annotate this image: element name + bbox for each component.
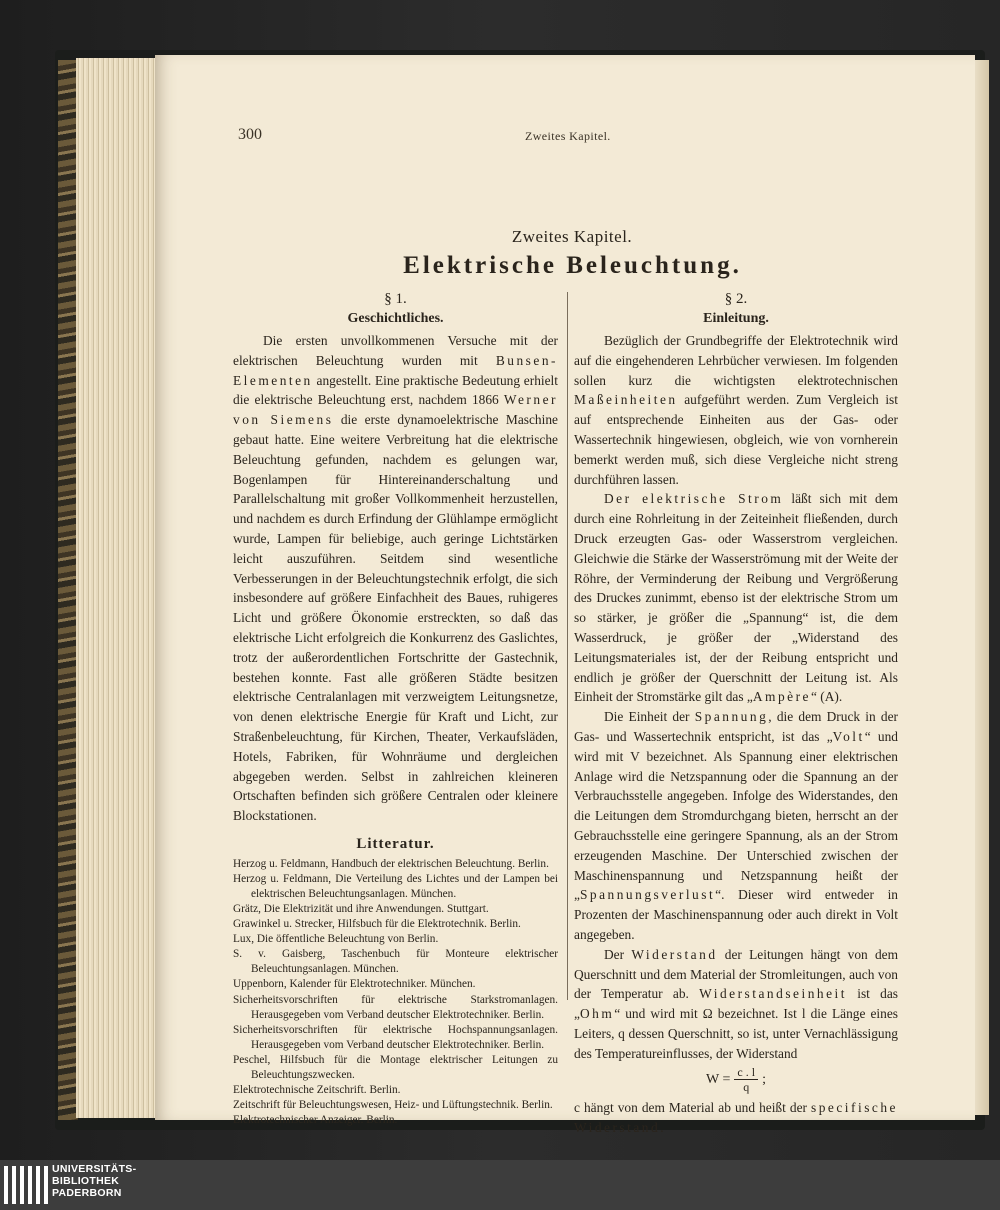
paragraph xyxy=(574,489,898,707)
text-run: “ und wird mit V bezeichnet. Als Spannung einer elektrischen Anlage wird die Netzspannung oder die Spannung an der Verbrauchsstelle angegeben. Infolge des Widerstandes, den die Leitungen dem Stromdurchgang bieten, herrscht an der Gebrauchsstelle eine geringere Spannung, als an der Strom erzeugenden Maschine. Der Unterschied zwischen der Maschinenspannung und Netzspannung heißt der „ xyxy=(574,728,898,903)
emphasis: Widerstandseinheit xyxy=(699,986,847,1002)
literature-entry: Sicherheitsvorschriften für elektrische Hochspannungsanlagen. Herausgegeben vom Verband deutscher Elektrotechniker. Berlin. xyxy=(233,1023,558,1051)
denominator: q xyxy=(743,1080,750,1095)
literature-list xyxy=(233,857,558,1129)
emphasis: Maßeinheiten xyxy=(574,392,678,408)
marbled-edge xyxy=(58,60,78,1120)
library-logo-icon xyxy=(4,1166,48,1204)
text-run: Die Einheit der xyxy=(604,709,695,725)
paragraph xyxy=(233,331,558,826)
literature-entry: Zeitschrift für Beleuchtungswesen, Heiz- und Lüftungstechnik. Berlin. xyxy=(233,1099,553,1112)
emphasis: Der elektrische Strom xyxy=(604,491,784,507)
formula-lhs: W = xyxy=(706,1072,731,1088)
paragraph xyxy=(574,945,898,1064)
formula-end: ; xyxy=(762,1072,766,1088)
library-footer xyxy=(0,1160,1000,1210)
emphasis: Ampère xyxy=(752,689,812,705)
running-title: Zweites Kapitel. xyxy=(525,129,611,143)
section-heading: Geschichtliches. xyxy=(347,311,444,326)
paragraph xyxy=(574,331,898,489)
emphasis: Werner von Siemens xyxy=(233,392,558,428)
right-column xyxy=(574,290,898,1138)
literature-entry: Sicherheitsvorschriften für elektrische Starkstromanlagen. Herausgegeben vom Verband deutscher Elektrotechniker. Berlin. xyxy=(233,993,558,1021)
column-divider xyxy=(567,292,568,1000)
paragraph xyxy=(574,707,898,945)
section-number: § 1. xyxy=(384,291,407,307)
literature-entry: S. v. Gaisberg, Taschenbuch für Monteure elektrischer Beleuchtungsanlagen. München. xyxy=(233,948,558,976)
emphasis: Ohm xyxy=(579,1006,615,1022)
library-line: BIBLIOTHEK xyxy=(52,1175,120,1187)
library-name xyxy=(52,1163,136,1199)
literature-entry: Uppenborn, Kalender für Elektrotechniker. München. xyxy=(233,978,476,991)
literature-entry: Peschel, Hilfsbuch für die Montage elektrischer Leitungen zu Beleuchtungszwecken. xyxy=(233,1053,558,1082)
chapter-label: Zweites Kapitel. xyxy=(511,227,633,246)
chapter-title: Elektrische Beleuchtung. xyxy=(403,252,742,279)
emphasis: Spannung xyxy=(694,709,769,725)
resistance-formula xyxy=(574,1065,898,1094)
paragraph xyxy=(574,1098,898,1138)
emphasis: Bunsen-Elementen xyxy=(233,352,558,388)
right-page-edge xyxy=(975,60,989,1115)
text-run: aufgeführt werden. Zum Vergleich ist auf entsprechende Einheiten aus der Gas- oder Wassertechnik hingewiesen, obgleich, wie von vornherein bemerkt werden muß, sich diese Vergleiche nicht streng durchführen lassen. xyxy=(574,392,898,487)
literature-entry: Grätz, Die Elektrizität und ihre Anwendungen. Stuttgart. xyxy=(233,903,489,915)
page-number: 300 xyxy=(238,126,262,143)
text-run: angestellt. Eine praktische Bedeutung erhielt die elektrische Beleuchtung erst, nachdem 1866 xyxy=(233,372,558,408)
emphasis: Spannungsverlust xyxy=(579,887,716,903)
page-edges xyxy=(76,58,158,1118)
numerator: c . l xyxy=(734,1065,758,1080)
literature-entry: Herzog u. Feldmann, Die Verteilung des Lichtes und der Lampen bei elektrischen Beleuchtungsanlagen. München. xyxy=(233,872,558,900)
literature-entry: Lux, Die öffentliche Beleuchtung von Berlin. xyxy=(233,933,439,946)
emphasis: specifische Widerstand xyxy=(574,1100,898,1136)
library-line: UNIVERSITÄTS- xyxy=(52,1163,137,1175)
literature-heading: Litteratur. xyxy=(356,835,435,852)
text-run: “. Dieser wird entweder in Prozenten der Maschinenspannung oder auch direkt in Volt angegeben. xyxy=(574,887,898,942)
text-run: Der xyxy=(604,946,632,962)
text-run: läßt sich mit dem durch eine Rohrleitung in der Zeiteinheit fließenden, durch Druck erzeugten Gas- oder Wasserstrom vergleichen. Gleichwie die Stärke der Wasserströmung mit der Weite der Röhre, der Verminderung der Reibung und Vergrößerung des Druckes zunimmt, ebenso ist der elektrische Strom um so stärker, je größer die „Spannung“ ist, die dem Wasserdruck, je größer der „Widerstand des Leitungsmateriales ist, der der Reibung entspricht und endlich je größer der Querschnitt der Leitung ist. Als Einheit der Stromstärke gilt das „ xyxy=(574,491,898,705)
literature-entry: Herzog u. Feldmann, Handbuch der elektrischen Beleuchtung. Berlin. xyxy=(233,857,549,870)
text-run: “ und wird mit Ω bezeichnet. Ist l die Länge eines Leiters, q dessen Querschnitt, so ist, unter Vernachlässigung des Temperatureinflusses, der Widerstand xyxy=(574,1006,898,1061)
text-run: “ (A). xyxy=(811,689,843,705)
section-number: § 2. xyxy=(724,291,748,307)
text-run: ist das „ xyxy=(574,986,899,1022)
left-column xyxy=(233,290,558,1128)
literature-entry: Grawinkel u. Strecker, Hilfsbuch für die Elektrotechnik. Berlin. xyxy=(233,918,521,931)
literature-entry: Elektrotechnische Zeitschrift. Berlin. xyxy=(233,1084,401,1097)
text-run: . xyxy=(660,1120,664,1136)
emphasis: Widerstand xyxy=(631,946,718,962)
fraction xyxy=(734,1065,758,1094)
text-run: die erste dynamoelektrische Maschine gebaut hatte. Eine weitere Verbreitung hat die elektrische Beleuchtung gefunden, nachdem es gelungen war, Bogenlampen für Hintereinanderschaltung und Parallelschaltung mit großer Vollkommenheit herzustellen, und nachdem es durch Erfindung der Glühlampe ermöglicht wurde, Lampen für beliebige, auch geringe Lichtstärken leicht auszuführen. Seitdem sind wesentliche Verbesserungen in der Beleuchtungstechnik erfolgt, die sich insbesondere auf größere Einfachheit des Baues, ruhigeres Licht und größere Ökonomie erstreckten, so daß das elektrische Licht erfolgreich die Konkurrenz des Gaslichtes, trotz der außerordentlichen Fortschritte der Gastechnik, bestehen konnte. Fast alle größeren Städte besitzen elektrische Centralanlagen mit verzweigtem Leitungsnetze, von denen elektrische Energie für Kraft und Licht, zur Straßenbeleuchtung, für Kirchen, Theater, Verkaufsläden, Hotels, Fabriken, für Wohnräume und dergleichen abgegeben werden. Selbst in zahlreichen kleineren Ortschaften befinden sich größere Centralen oder kleinere Blockstationen. xyxy=(233,412,558,824)
text-run: der Leitungen hängt von dem Querschnitt und dem Material der Stromleitungen, auch von der Temperatur ab. xyxy=(574,946,899,1002)
library-line: PADERBORN xyxy=(52,1187,122,1199)
literature-entry: Elektrotechnischer Anzeiger. Berlin. xyxy=(233,1114,398,1127)
section-heading: Einleitung. xyxy=(703,311,769,326)
text-run: , die dem Druck in der Gas- und Wassertechnik entspricht, ist das „ xyxy=(574,709,898,744)
emphasis: Volt xyxy=(832,728,865,744)
text-run: Bezüglich der Grundbegriffe der Elektrotechnik wird auf die eingehenderen Lehrbücher verwiesen. Im folgenden sollen kurz die wichtigsten elektrotechnischen xyxy=(574,333,898,388)
text-run: Die ersten unvollkommenen Versuche mit der elektrischen Beleuchtung wurden mit xyxy=(233,333,558,368)
text-run: c hängt von dem Material ab und heißt der xyxy=(574,1100,811,1116)
